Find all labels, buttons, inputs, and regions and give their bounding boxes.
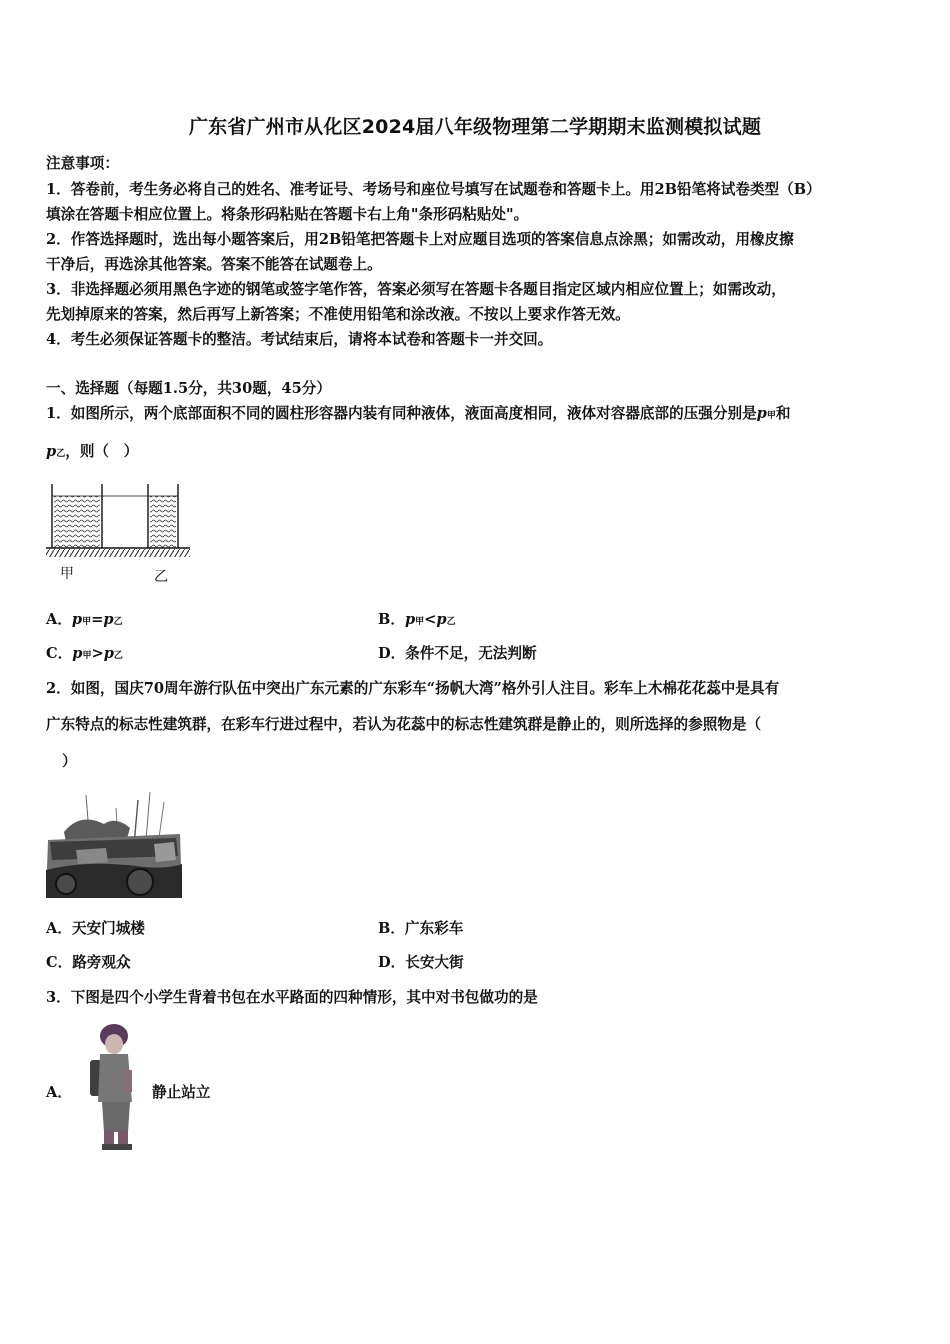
- subscript-yi: 乙: [113, 617, 123, 627]
- option-2c[interactable]: C．路旁观众: [46, 954, 131, 971]
- option-3a-letter[interactable]: A．: [46, 1084, 72, 1101]
- p-symbol: p: [103, 645, 114, 662]
- option-1d[interactable]: D．条件不足，无法判断: [378, 645, 537, 662]
- notice-line: 先划掉原来的答案，然后再写上新答案；不准使用铅笔和涂改液。不按以上要求作答无效。: [46, 306, 630, 323]
- subscript-yi: 乙: [446, 617, 456, 627]
- notice-line: 干净后，再选涂其他答案。答案不能答在试题卷上。: [46, 256, 382, 273]
- containers-figure: [44, 478, 194, 560]
- subscript-yi: 乙: [56, 449, 66, 459]
- section-heading: 一、选择题（每题1.5分，共30题，45分）: [46, 380, 331, 397]
- page-title: 广东省广州市从化区2024届八年级物理第二学期期末监测模拟试题: [188, 116, 762, 138]
- relation: <: [424, 611, 437, 628]
- notice-line: 3．非选择题必须用黑色字迹的钢笔或签字笔作答，答案必须写在答题卡各题目指定区域内相应位置上；如需改动，: [46, 281, 786, 298]
- option-2b[interactable]: B．广东彩车: [378, 920, 464, 937]
- option-1c[interactable]: [46, 642, 123, 663]
- question-1-stem-cont: [46, 440, 138, 461]
- p-symbol: p: [71, 611, 83, 628]
- p-symbol: p: [436, 611, 447, 628]
- option-letter: A．: [46, 611, 72, 628]
- p-symbol: p: [46, 443, 57, 460]
- student-standing-figure: [82, 1022, 140, 1152]
- p-symbol: p: [72, 645, 83, 662]
- option-1b[interactable]: [378, 608, 456, 629]
- subscript-jia: 甲: [82, 617, 92, 627]
- p-symbol: p: [756, 405, 767, 422]
- option-1a[interactable]: [46, 608, 123, 629]
- question-2-line: 2．如图，国庆70周年游行队伍中突出广东元素的广东彩车“扬帆大湾”格外引人注目。彩车上木棉花花蕊中是具有: [46, 680, 780, 697]
- question-3-line: 3．下图是四个小学生背着书包在水平路面的四种情形，其中对书包做功的是: [46, 989, 538, 1006]
- question-2-line: 广东特点的标志性建筑群，在彩车行进过程中，若认为花蕊中的标志性建筑群是静止的，则所选择的参照物是（: [46, 716, 762, 733]
- subscript-jia: 甲: [766, 411, 776, 421]
- notice-line: 2．作答选择题时，选出每小题答案后，用2B铅笔把答题卡上对应题目选项的答案信息点涂黑；如需改动，用橡皮擦: [46, 231, 794, 248]
- subscript-yi: 乙: [113, 651, 123, 661]
- p-symbol: p: [103, 611, 114, 628]
- option-3a-text[interactable]: 静止站立: [152, 1084, 211, 1101]
- notice-line: 1．答卷前，考生务必将自己的姓名、准考证号、考场号和座位号填写在试题卷和答题卡上。用2B铅笔将试卷类型（B）: [46, 181, 821, 198]
- notice-line: 填涂在答题卡相应位置上。将条形码粘贴在答题卡右上角"条形码粘贴处"。: [46, 206, 529, 223]
- subscript-jia: 甲: [82, 651, 92, 661]
- option-letter: C．: [46, 645, 73, 662]
- figure-label-jia: 甲: [60, 566, 74, 582]
- liquid-yi: [150, 496, 176, 548]
- relation: =: [91, 611, 104, 628]
- question-1-stem: [46, 402, 791, 423]
- relation: >: [91, 645, 104, 662]
- figure-label-yi: 乙: [154, 569, 168, 585]
- option-2a[interactable]: A．天安门城楼: [46, 920, 145, 937]
- option-2d[interactable]: D．长安大街: [378, 954, 464, 971]
- p-symbol: p: [404, 611, 416, 628]
- notice-line: 4．考生必须保证答题卡的整洁。考试结束后，请将本试卷和答题卡一并交回。: [46, 331, 553, 348]
- question-1-tail: ，则（ ）: [65, 443, 139, 460]
- liquid-jia: [54, 496, 100, 548]
- subscript-jia: 甲: [415, 617, 425, 627]
- option-letter: B．: [378, 611, 405, 628]
- notice-heading: 注意事项：: [46, 155, 119, 172]
- ground-hatch: [46, 549, 190, 557]
- parade-float-photo: [46, 790, 184, 900]
- question-1-text: 1．如图所示，两个底部面积不同的圆柱形容器内装有同种液体，液面高度相同，液体对容器底部的压强分别是: [46, 405, 757, 422]
- question-2-line: ）: [62, 753, 77, 770]
- conjunction: 和: [775, 405, 791, 422]
